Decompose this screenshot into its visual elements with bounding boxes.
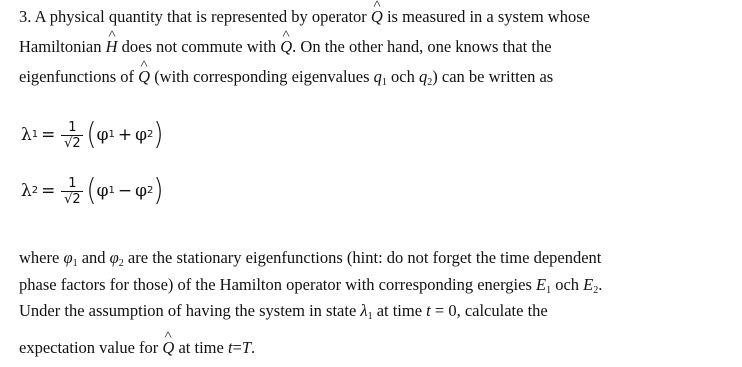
fraction-one-over-root-two <box>61 120 83 151</box>
eigenvalue-q2: q <box>419 67 428 86</box>
subscript: 2 <box>427 77 433 88</box>
phi-symbol: φ <box>96 181 109 201</box>
text-segment: at time <box>174 338 228 357</box>
text-segment: where <box>19 248 64 267</box>
problem-line-2 <box>19 37 552 57</box>
time-variable: t <box>227 338 233 357</box>
text-segment: phase factors for those) of the Hamilton operator with corresponding energies <box>19 275 536 294</box>
subscript: 1 <box>367 311 373 322</box>
energy-e1: E <box>536 275 547 294</box>
equals-sign: = <box>41 125 56 145</box>
problem-line-7 <box>19 338 255 358</box>
text-segment: expectation value for <box>19 338 163 357</box>
text-segment: is measured in a system whose <box>382 7 590 26</box>
problem-line-1 <box>19 7 590 27</box>
open-paren: ( <box>86 173 97 209</box>
subscript: 2 <box>118 258 124 269</box>
equals-sign: = <box>41 181 56 201</box>
operator-h-hat: ^ H <box>106 37 118 57</box>
text-segment: does not commute with <box>117 37 281 56</box>
close-paren: ) <box>153 117 164 153</box>
text-segment: = <box>232 338 242 357</box>
text-segment: at time <box>372 301 427 320</box>
text-segment: = 0, <box>430 301 465 320</box>
equation-lambda-1: λ 1 = $\frac{1}{√2}$ ( φ 1 + φ 2 ) <box>21 117 164 153</box>
text-segment: Hamiltonian <box>19 37 106 56</box>
open-paren: ( <box>86 117 97 153</box>
fraction-denominator: √2 <box>64 191 81 207</box>
time-value: T <box>241 338 252 357</box>
text-segment: 3. A physical quantity that is represented by operator <box>19 7 371 26</box>
fraction-denominator: √2 <box>64 135 81 151</box>
subscript: 2 <box>593 285 599 296</box>
fraction-numerator: 1 <box>68 119 77 135</box>
text-segment: (with corresponding eigenvalues <box>150 67 374 86</box>
text-segment: Under the assumption of having the system in state <box>19 301 361 320</box>
text-segment: och <box>386 67 419 86</box>
phi-symbol: φ <box>135 125 147 145</box>
operator-q-hat: ^ Q <box>138 67 150 87</box>
operator-q-hat: ^ Q <box>162 338 174 358</box>
close-paren: ) <box>153 173 164 209</box>
lambda-symbol: λ <box>21 125 32 145</box>
phi-symbol: φ <box>96 125 109 145</box>
lambda-symbol: λ <box>21 181 32 201</box>
problem-line-4 <box>19 248 601 268</box>
equation-lambda-2: λ 2 = $\frac{1}{√2}$ ( φ 1 − φ 2 ) <box>21 173 164 209</box>
time-variable: t <box>426 301 431 320</box>
text-segment: are the stationary eigenfunctions (hint: do not forget the time dependent <box>123 248 602 267</box>
subscript: 1 <box>546 285 552 296</box>
fraction-numerator: 1 <box>68 175 77 191</box>
problem-line-3 <box>19 67 553 87</box>
text-segment: . <box>251 338 256 357</box>
phi-symbol: φ <box>63 248 73 267</box>
text-segment: calculate the <box>464 301 548 320</box>
text-segment: och <box>551 275 584 294</box>
subscript: 1 <box>72 258 78 269</box>
eigenvalue-q1: q <box>373 67 382 86</box>
fraction-one-over-root-two <box>61 176 83 207</box>
lambda-symbol: λ <box>360 301 368 320</box>
phi-symbol: φ <box>109 248 119 267</box>
text-segment: . <box>598 275 603 294</box>
phi-symbol: φ <box>135 181 147 201</box>
text-segment: eigenfunctions of <box>19 67 139 86</box>
minus-operator: − <box>117 181 133 201</box>
energy-e2: E <box>583 275 594 294</box>
operator-q-hat: ^ Q <box>371 7 383 27</box>
text-segment: ) can be written as <box>432 67 554 86</box>
operator-q-hat: ^ Q <box>280 37 292 57</box>
plus-operator: + <box>117 125 133 145</box>
subscript: 1 <box>381 77 387 88</box>
problem-line-6 <box>19 301 548 321</box>
text-segment: . On the other hand, one knows that the <box>292 37 552 56</box>
text-segment: and <box>77 248 110 267</box>
problem-line-5 <box>19 275 602 295</box>
